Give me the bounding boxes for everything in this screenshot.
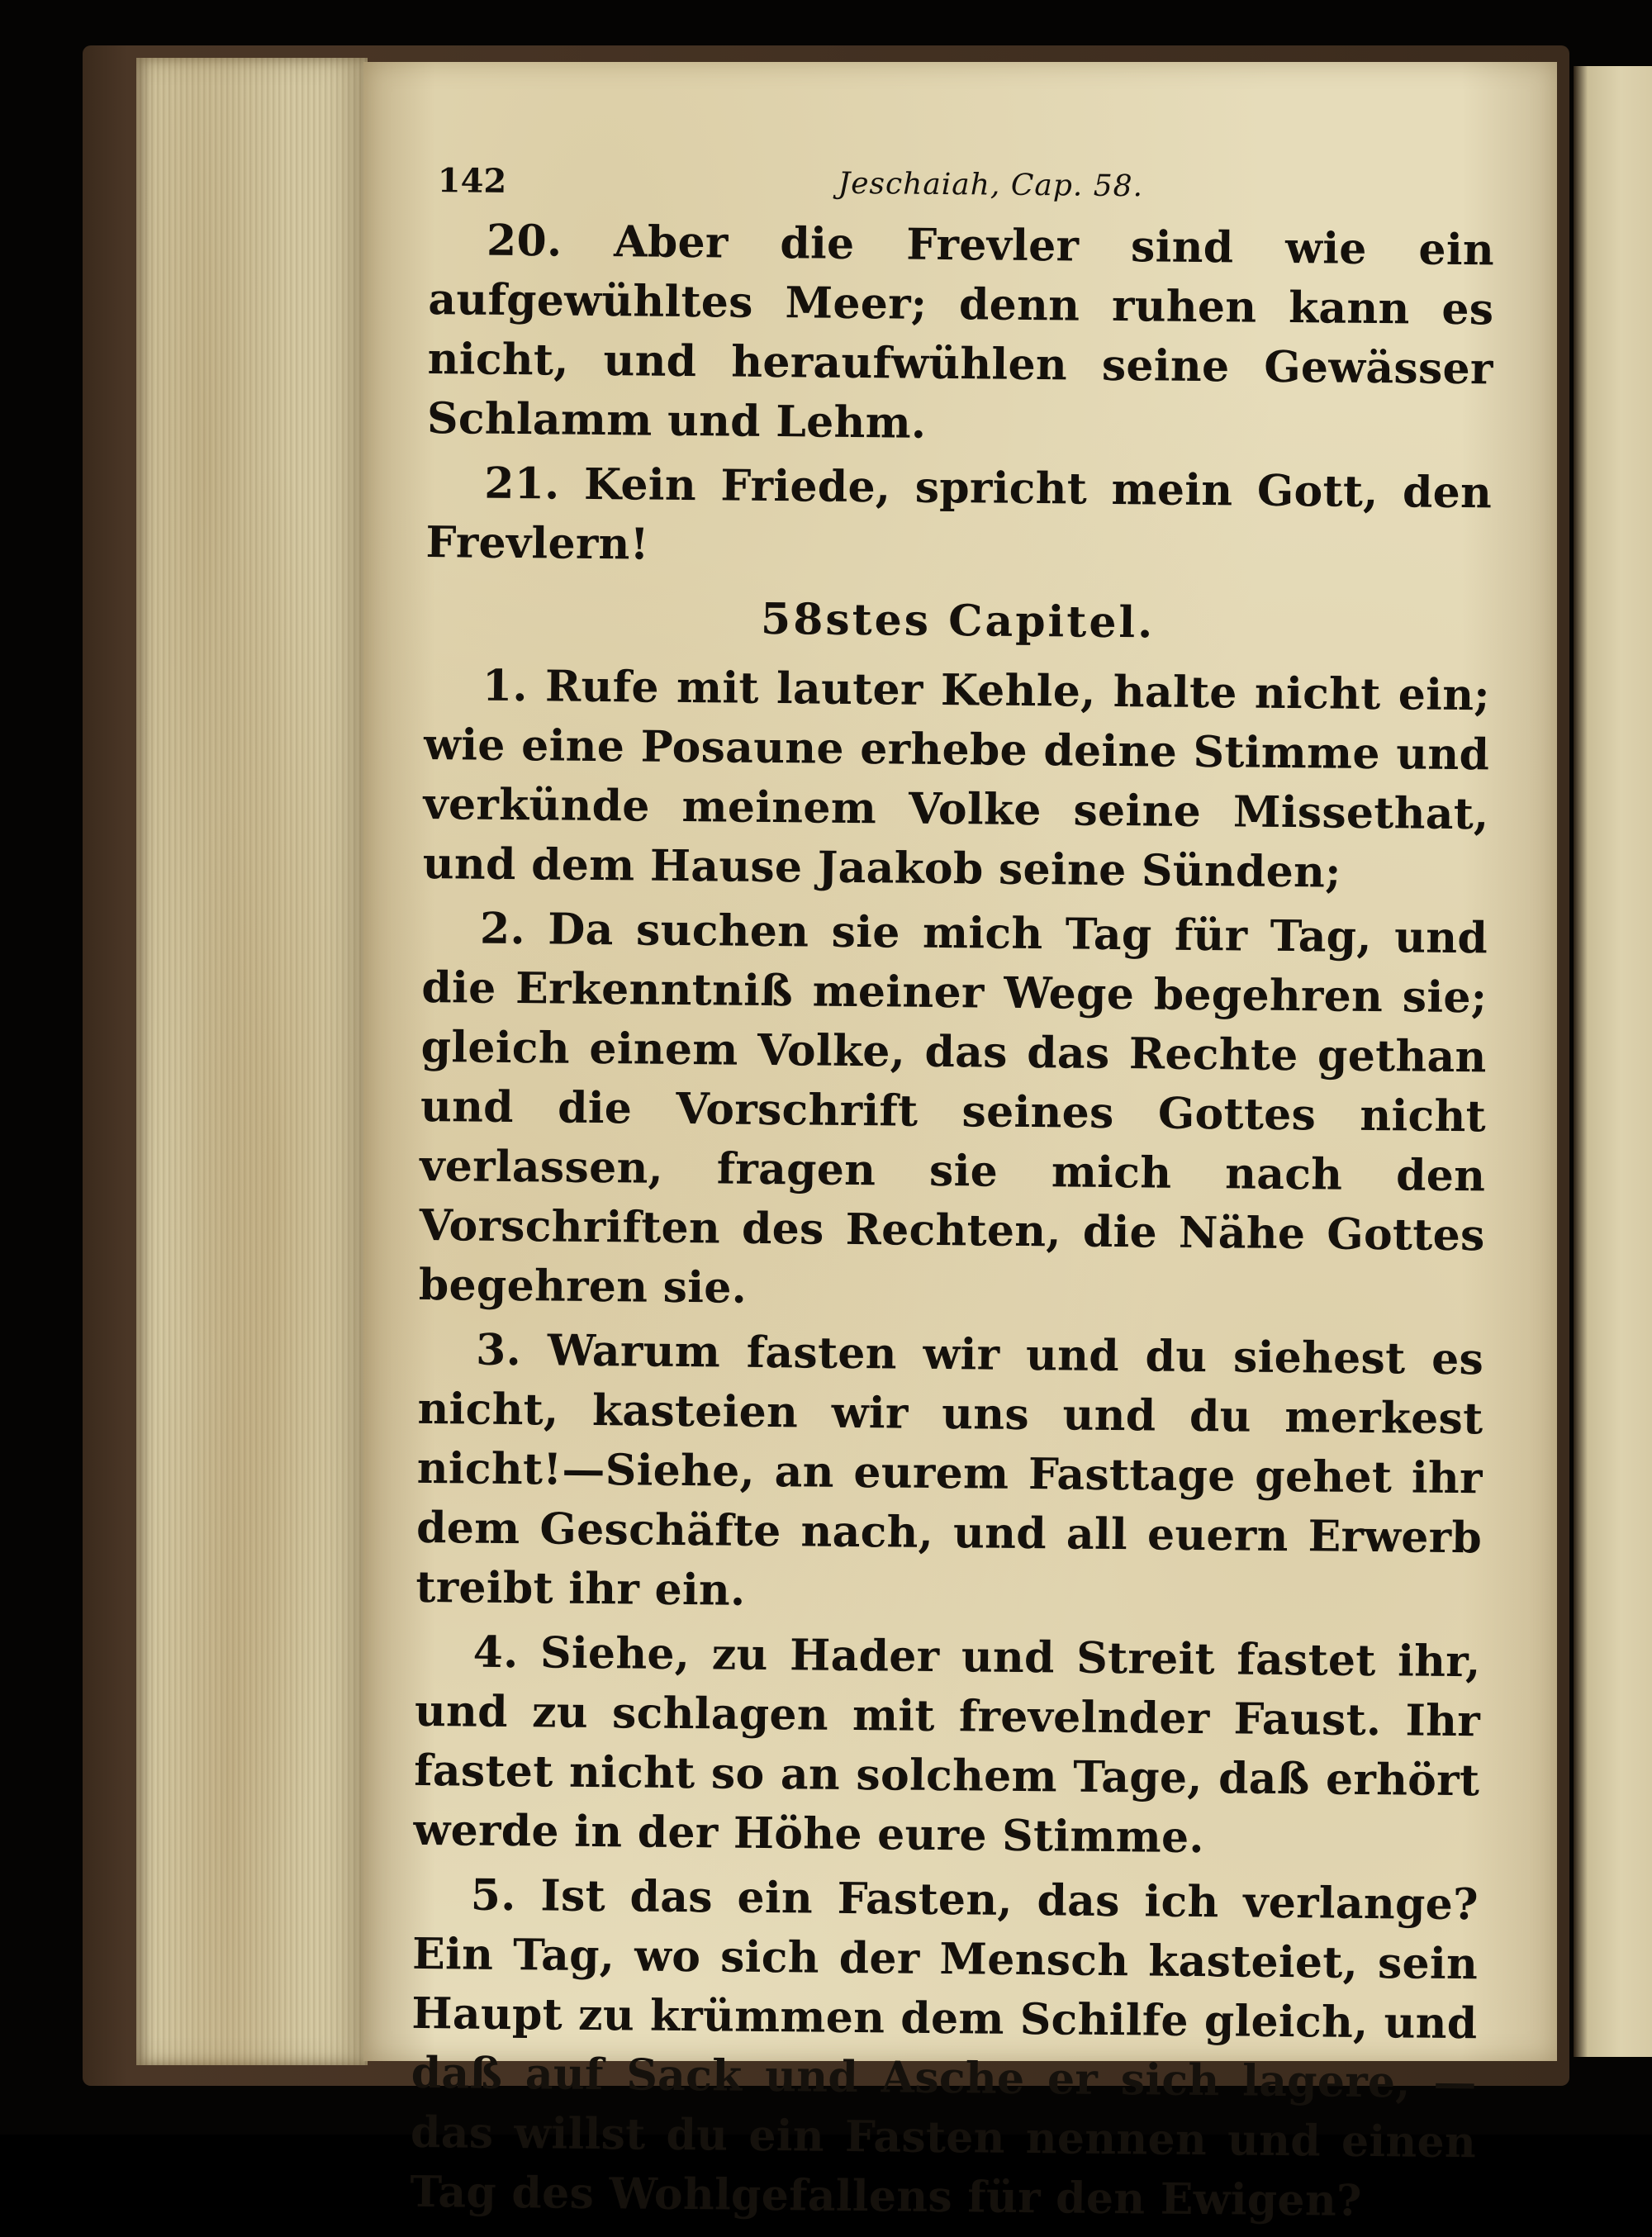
verse-21: 21. Kein Friede, spricht mein Gott, den Frevlern! bbox=[425, 458, 1493, 570]
verse-20: 20. Aber die Frevler sind wie ein aufgewühltes Meer; denn ruhen kann es nicht, und heraufwühlen seine Gewässer Schlamm und Lehm. bbox=[426, 215, 1495, 449]
verse-2: 2. Da suchen sie mich Tag für Tag, und die Erkenntniß meiner Wege begehren sie; gleich einem Volke, das das Rechte gethan und die Vorschrift seines Gottes nicht verlassen, fragen sie mich nach den Vorschriften des Rechten, die Nähe Gottes begehren sie. bbox=[418, 903, 1488, 1313]
page-number: 142 bbox=[437, 161, 507, 201]
verse-1: 1. Rufe mit lauter Kehle, halte nicht ein; wie eine Posaune erhebe deine Stimme und verkünde meinem Volke seine Missethat, und dem Hause Jaakob seine Sünden; bbox=[422, 660, 1491, 898]
verse-4: 4. Siehe, zu Hader und Streit fastet ihr, und zu schlagen mit frevelnder Faust. Ihr fastet nicht so an solchem Tage, daß erhört werde in der Höhe eure Stimme. bbox=[413, 1627, 1481, 1864]
verse-3: 3. Warum fasten wir und du siehest es nicht, kasteien wir uns und du merkest nicht!—Siehe, an eurem Fasttage gehet ihr dem Geschäfte nach, und all euern Erwerb treibt ihr ein. bbox=[415, 1324, 1484, 1616]
running-head bbox=[429, 161, 1495, 221]
page-edges bbox=[136, 58, 368, 2065]
running-title: Jeschaiah, Cap. 58. bbox=[838, 166, 1144, 204]
chapter-title: 58stes Capitel. bbox=[760, 593, 1156, 648]
page-content bbox=[410, 161, 1495, 2237]
facing-page-edge bbox=[1574, 66, 1652, 2057]
verse-5: 5. Ist das ein Fasten, das ich verlange? Ein Tag, wo sich der Mensch kasteiet, sein Haupt zu krümmen dem Schilfe gleich, und daß auf Sack und Asche er sich lagere, — das willst du ein Fasten nennen und einen Tag des Wohlgefallens für den Ewigen? bbox=[410, 1869, 1479, 2226]
